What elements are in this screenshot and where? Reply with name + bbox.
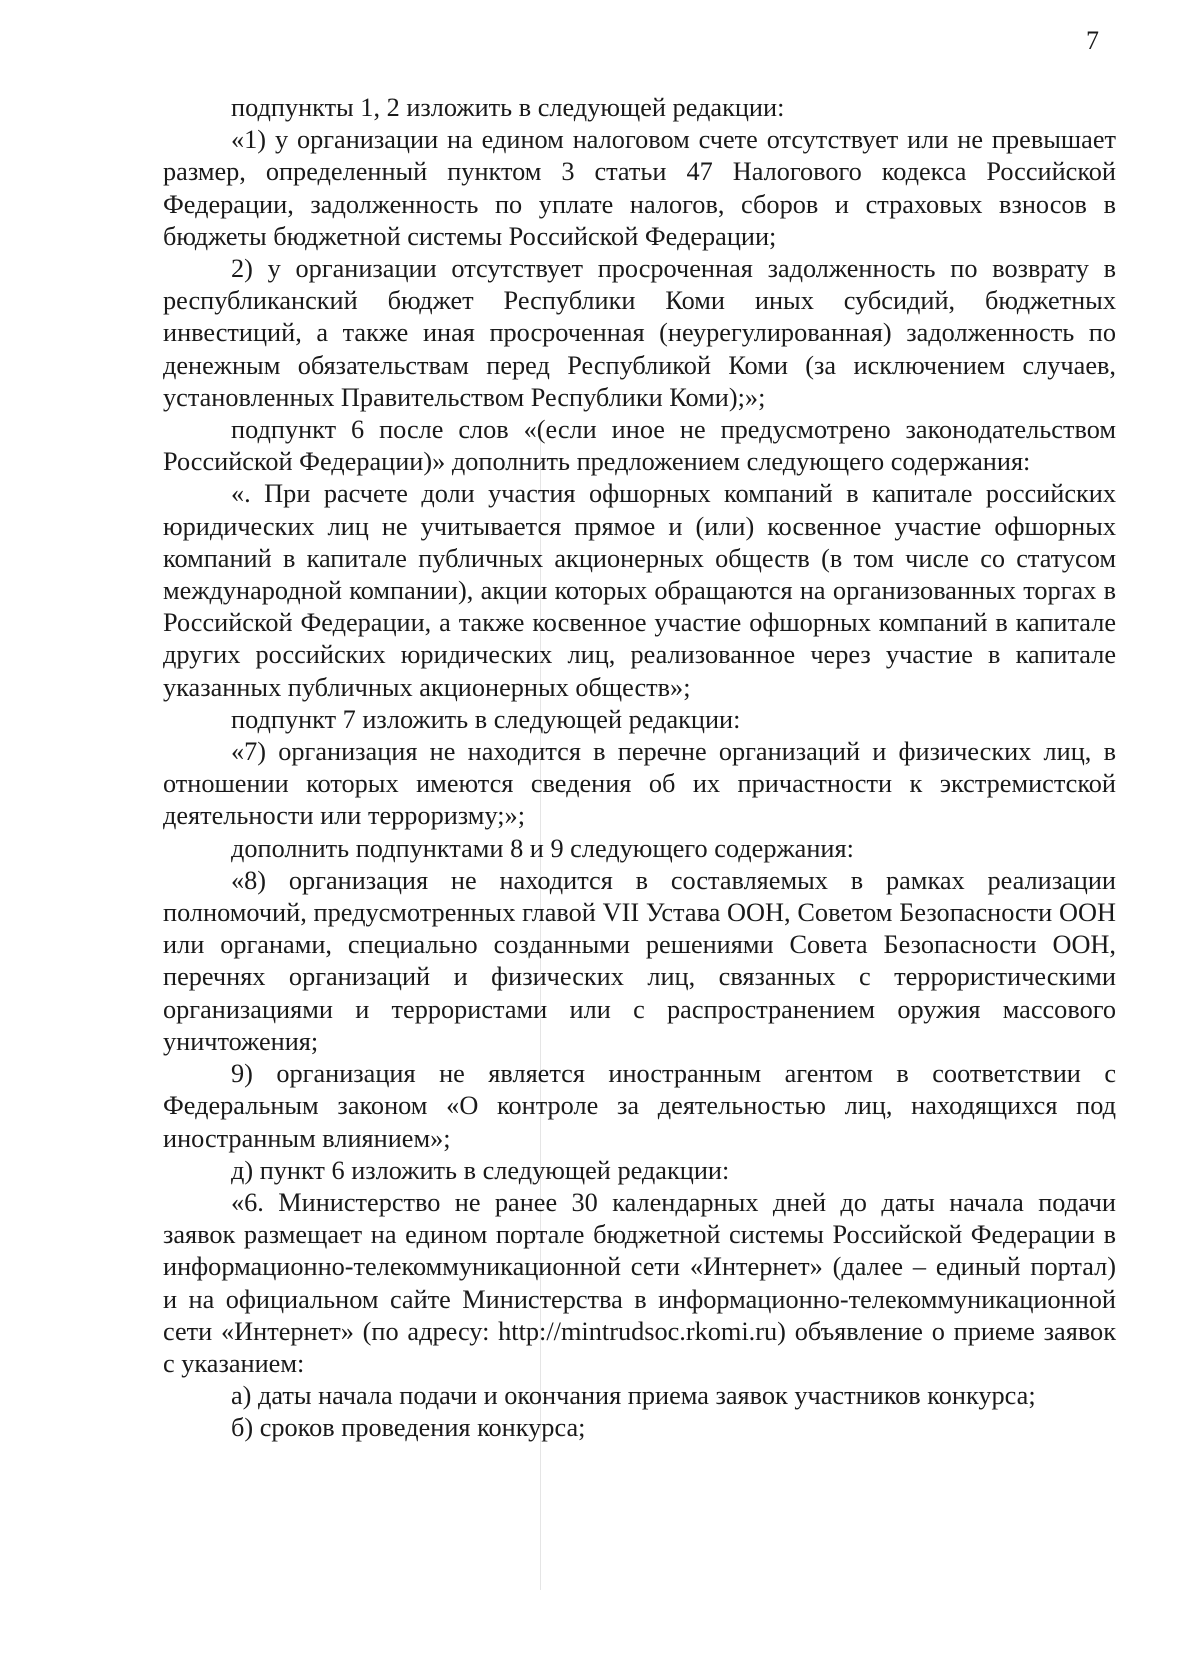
paragraph-subitems-8-9-intro: дополнить подпунктами 8 и 9 следующего содержания: bbox=[231, 833, 854, 863]
paragraph-item-d-intro: д) пункт 6 изложить в следующей редакции: bbox=[231, 1155, 730, 1185]
paragraph-subitem-8: «8) организация не находится в составляемых в рамках реализации полномочий, предусмотренных главой VII Устава ООН, Советом Безопасности ООН или органами, специально созданными решениями Совета Безопасности ООН, перечнях организаций и физических лиц, связанных с террористическими организациями и террористами или с распространением оружия массового уничтожения; bbox=[163, 865, 1116, 1056]
page-number: 7 bbox=[1086, 26, 1099, 55]
paragraph-item-b: б) сроков проведения конкурса; bbox=[231, 1413, 586, 1443]
paragraph-subitem-7: «7) организация не находится в перечне организаций и физических лиц, в отношении которых имеются сведения об их причастности к экстремистской деятельности или терроризму;»; bbox=[163, 737, 1116, 831]
paragraph-subitem-1: «1) у организации на едином налоговом счете отсутствует или не превышает размер, определенный пунктом 3 статьи 47 Налогового кодекса Российской Федерации, задолженность по уплате налогов, сборов и страховых взносов в бюджеты бюджетной системы Российской Федерации; bbox=[163, 125, 1116, 251]
paragraph-subitem-9: 9) организация не является иностранным агентом в соответствии с Федеральным законом «О контроле за деятельностью лиц, находящихся под иностранным влиянием»; bbox=[163, 1059, 1116, 1153]
document-body bbox=[163, 92, 1116, 1445]
paragraph-item-a: а) даты начала подачи и окончания приема заявок участников конкурса; bbox=[231, 1381, 1036, 1411]
paragraph-subitem-7-intro: подпункт 7 изложить в следующей редакции: bbox=[231, 704, 741, 734]
paragraph-subitem-6-intro: подпункт 6 после слов «(если иное не предусмотрено законодательством Российской Федерации)» дополнить предложением следующего содержания: bbox=[163, 415, 1116, 477]
paragraph-item-6: «6. Министерство не ранее 30 календарных дней до даты начала подачи заявок размещает на едином портале бюджетной системы Российской Федерации в информационно-телекоммуникационной сети «Интернет» (далее – единый портал) и на официальном сайте Министерства в информационно-телекоммуникационной сети «Интернет» (по адресу: http://mintrudsoc.rkomi.ru) объявление о приеме заявок с указанием: bbox=[163, 1187, 1116, 1378]
paragraph-subitems-1-2-intro: подпункты 1, 2 изложить в следующей редакции: bbox=[231, 93, 785, 122]
paragraph-offshore-share: «. При расчете доли участия офшорных компаний в капитале российских юридических лиц не учитывается прямое и (или) косвенное участие офшорных компаний в капитале публичных акционерных обществ (в том числе со статусом международной компании), акции которых обращаются на организованных торгах в Российской Федерации, а также косвенное участие офшорных компаний в капитале других российских юридических лиц, реализованное через участие в капитале указанных публичных акционерных обществ»; bbox=[163, 479, 1116, 702]
paragraph-subitem-2: 2) у организации отсутствует просроченная задолженность по возврату в республиканский бюджет Республики Коми иных субсидий, бюджетных инвестиций, а также иная просроченная (неурегулированная) задолженность по денежным обязательствам перед Республикой Коми (за исключением случаев, установленных Правительством Республики Коми);»; bbox=[163, 254, 1116, 412]
